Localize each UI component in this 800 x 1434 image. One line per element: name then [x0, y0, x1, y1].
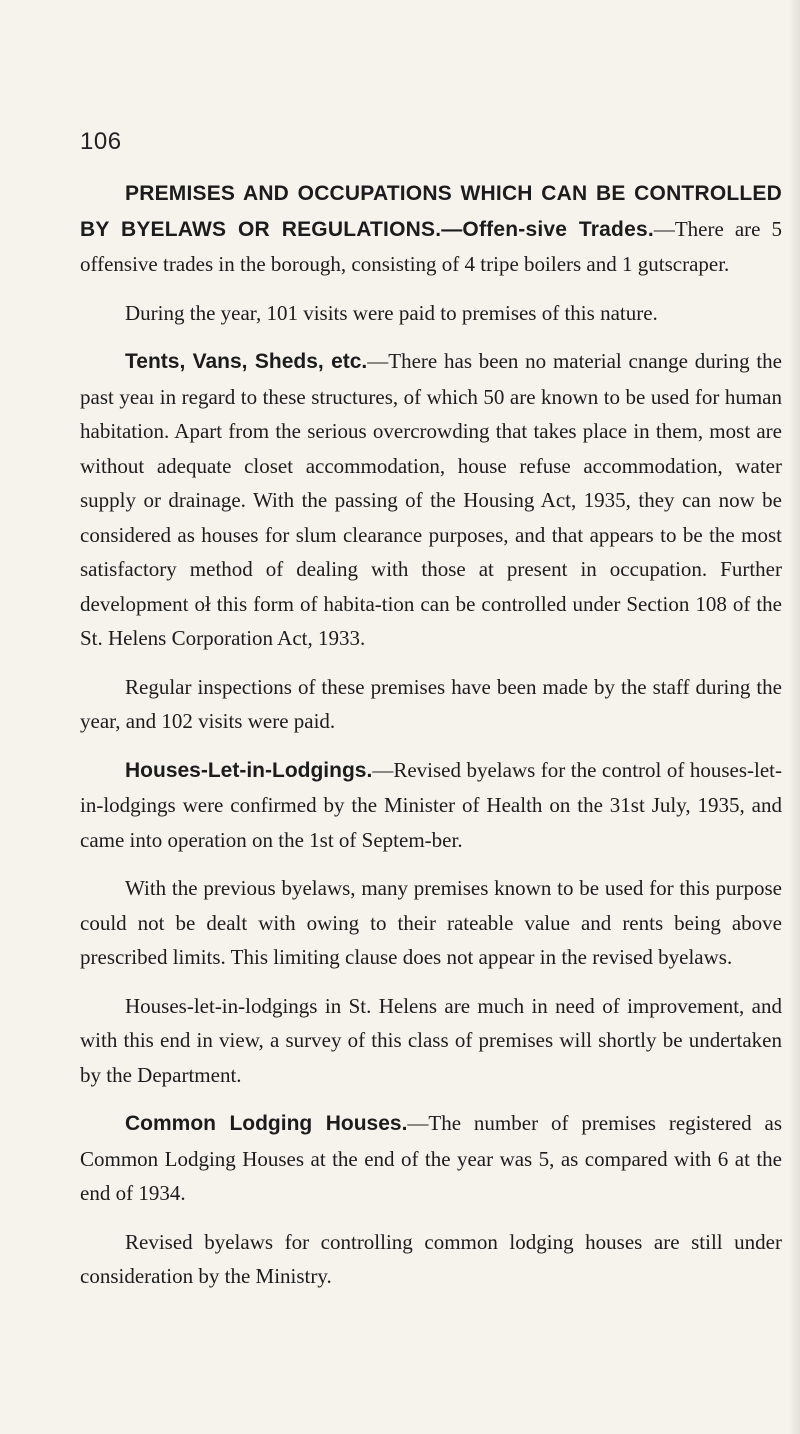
paragraph-text: —Revised byelaws for the control of houses-let-in-lodgings were confirmed by the Minister of Health on the 31st July, 1935, and came into operation on the 1st of Septem-ber.: [80, 757, 782, 852]
section-heading-offensive-trades: PREMISES AND OCCUPATIONS WHICH CAN BE CONTROLLED BY BYELAWS OR REGULATIONS.—Offen-sive Trades.: [80, 182, 782, 241]
paragraph-text: Regular inspections of these premises have been made by the staff during the year, and 102 visits were paid.: [80, 674, 782, 733]
paragraph-text: —There has been no material cnange during the past yeaı in regard to these structures, of which 50 are known to be used for human habitation. Apart from the serious overcrowding that takes place in them, most are without adequate closet accommodation, house refuse accommodation, water supply or drainage. With the passing of the Housing Act, 1935, they can now be considered as houses for slum clearance purposes, and that appears to be the most satisfactory method of dealing with those at present in occupation. Further development oł this form of habita-tion can be controlled under Section 108 of the St. Helens Corporation Act, 1933.: [80, 349, 782, 650]
page-edge-shadow: [788, 0, 800, 1434]
paragraph-common-lodging-houses: [80, 1106, 782, 1211]
paragraph-text: Houses-let-in-lodgings in St. Helens are much in need of improvement, and with this end in view, a survey of this class of premises will shortly be undertaken by the Department.: [80, 993, 782, 1087]
paragraph-revised-byelaws-ministry: [80, 1225, 782, 1294]
paragraph-offensive-trades: [80, 176, 782, 282]
page-number: 106: [80, 128, 122, 155]
paragraph-text: —There are 5 offensive trades in the borough, consisting of 4 tripe boilers and 1 gutscraper.: [80, 216, 782, 276]
paragraph-tents-vans-sheds: [80, 344, 782, 656]
paragraph-survey: [80, 989, 782, 1093]
subheading-houses-let-in-lodgings: Houses-Let-in-Lodgings.: [125, 758, 373, 782]
paragraph-houses-let-in-lodgings: [80, 753, 782, 858]
page-body: [80, 176, 782, 1308]
paragraph-visits-offensive: [80, 296, 782, 331]
paragraph-text: Revised byelaws for controlling common lodging houses are still under consideration by the Ministry.: [80, 1229, 782, 1288]
paragraph-text: During the year, 101 visits were paid to premises of this nature.: [125, 300, 658, 325]
subheading-tents-vans-sheds: Tents, Vans, Sheds, etc.: [125, 350, 368, 373]
paragraph-text: —The number of premises registered as Common Lodging Houses at the end of the year was 5, as compared with 6 at the end of 1934.: [80, 1111, 782, 1205]
paragraph-previous-byelaws: [80, 871, 782, 975]
paragraph-regular-inspections: [80, 670, 782, 739]
subheading-common-lodging-houses: Common Lodging Houses.: [125, 1112, 408, 1135]
paragraph-text: With the previous byelaws, many premises known to be used for this purpose could not be dealt with owing to their rateable value and rents being above prescribed limits. This limiting clause does not appear in the revised byelaws.: [80, 876, 782, 969]
